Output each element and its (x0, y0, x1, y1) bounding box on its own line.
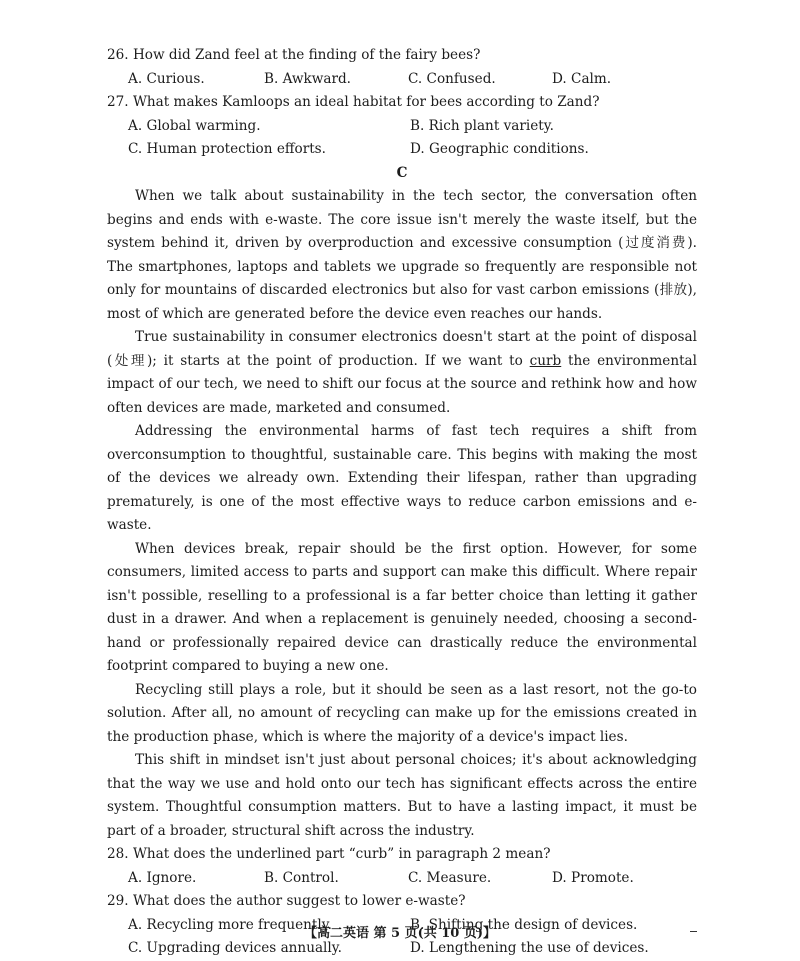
options-row (107, 138, 697, 162)
question-stem: 28. What does the underlined part “curb” in paragraph 2 mean? (107, 846, 551, 862)
option-d: D. Geographic conditions. (410, 141, 589, 157)
question-27 (107, 91, 697, 162)
question-stem: 27. What makes Kamloops an ideal habitat for bees according to Zand? (107, 94, 600, 110)
option-a: A. Recycling more frequently. (128, 916, 332, 933)
exam-page (107, 44, 697, 961)
paragraph-6: This shift in mindset isn't just about personal choices; it's about acknowledging that the way we use and hold onto our tech has significant effects across the entire system. Thoughtful consumption matters. But to have a lasting impact, it must be part of a broader, structural shift across the industry. (107, 752, 697, 839)
option-a: A. Ignore. (128, 869, 197, 886)
option-c: C. Human protection efforts. (128, 141, 326, 157)
options-row (107, 115, 697, 139)
option-a: A. Curious. (128, 70, 205, 87)
question-26 (107, 44, 697, 91)
corner-mark (690, 931, 697, 932)
option-d: D. Lengthening the use of devices. (410, 940, 649, 956)
section-heading: C (396, 164, 408, 181)
options-row (107, 867, 697, 891)
question-28 (107, 843, 697, 890)
option-a: A. Global warming. (128, 117, 261, 134)
option-d: D. Promote. (552, 869, 634, 886)
question-stem: 26. How did Zand feel at the finding of the fairy bees? (107, 47, 481, 63)
paragraph-3: Addressing the environmental harms of fast tech requires a shift from overconsumption to thoughtful, sustainable care. This begins with making the most of the devices we already own. Extending their lifespan, rather than upgrading prematurely, is one of the most effective ways to reduce carbon emissions and e-waste. (107, 423, 697, 533)
option-b: B. Control. (264, 869, 339, 886)
underlined-word: curb (529, 352, 562, 369)
option-c: C. Confused. (408, 70, 496, 87)
option-b: B. Shifting the design of devices. (410, 916, 638, 933)
paragraph-2 (107, 326, 697, 420)
paragraph-1: When we talk about sustainability in the tech sector, the conversation often begins and ends with e-waste. The core issue isn't merely the waste itself, but the system behind it, driven by overproduction and excessive consumption (过度消费). The smartphones, laptops and tablets we upgrade so frequently are responsible not only for mountains of discarded electronics but also for vast carbon emissions (排放), most of which are generated before the device even reaches our hands. (107, 188, 697, 322)
question-stem: 29. What does the author suggest to lower e-waste? (107, 893, 466, 909)
option-c: C. Upgrading devices annually. (128, 940, 342, 956)
paragraph-2-part-1: True sustainability in consumer electronics doesn't start at the point of disposal (处理); it starts at the point of production. If we want to (107, 329, 697, 369)
option-b: B. Rich plant variety. (410, 117, 554, 134)
option-d: D. Calm. (552, 70, 612, 87)
paragraph-2-part-2: the environmental impact of our tech, we need to shift our focus at the source and rethink how and how often devices are made, marketed and consumed. (107, 352, 697, 416)
option-b: B. Awkward. (264, 70, 351, 87)
page-footer: 【高二英语 第 5 页(共 10 页)】 (303, 926, 497, 941)
paragraph-5: Recycling still plays a role, but it should be seen as a last resort, not the go-to solution. After all, no amount of recycling can make up for the emissions created in the production phase, which is where the majority of a device's impact lies. (107, 681, 697, 745)
paragraph-4: When devices break, repair should be the first option. However, for some consumers, limited access to parts and support can make this difficult. Where repair isn't possible, reselling to a professional is a far better choice than letting it gather dust in a drawer. And when a replacement is genuinely needed, choosing a second-hand or professionally repaired device can drastically reduce the environmental footprint compared to buying a new one. (107, 540, 697, 674)
options-row (107, 68, 697, 92)
option-c: C. Measure. (408, 869, 492, 886)
